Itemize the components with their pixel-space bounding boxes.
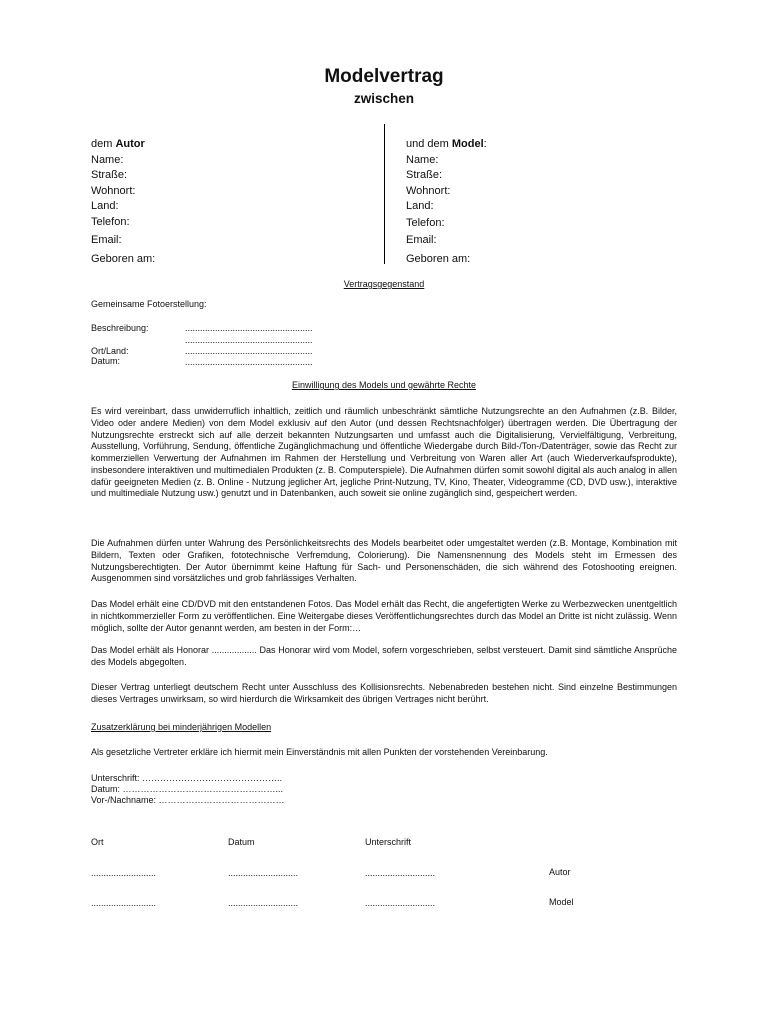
minor-consent-text: Als gesetzliche Vertreter erkläre ich hiermit mein Einverständnis mit allen Punkten der vorstehenden Vereinbarung. [91, 747, 548, 757]
paragraph-fee: Das Model erhält als Honorar .................. Das Honorar wird vom Model, sofern vorgeschrieben, selbst versteuert. Damit sind sämtliche Ansprüche des Models abgegolten. [91, 645, 677, 667]
minor-signature-line: Unterschrift: ……………………………………….. [91, 773, 283, 783]
description-label: Beschreibung: [91, 323, 149, 333]
document-title: Modelvertrag [324, 66, 444, 87]
model-email-label: Email: [406, 234, 437, 246]
author-phone-label: Telefon: [91, 215, 130, 228]
sig-header-date: Datum [228, 837, 255, 847]
sig-author-date-dots: ............................ [228, 868, 299, 878]
author-heading: dem Autor [91, 138, 145, 150]
model-phone-label: Telefon: [406, 216, 445, 229]
author-country-label: Land: [91, 200, 119, 212]
sig-model-role: Model [549, 897, 574, 907]
author-city-label: Wohnort: [91, 184, 136, 197]
sig-header-place: Ort [91, 837, 104, 847]
date-label: Datum: [91, 356, 121, 366]
place-label: Ort/Land: [91, 346, 129, 356]
description-dots-2: ................................................... [185, 335, 313, 345]
sig-author-role: Autor [549, 867, 571, 877]
model-city-label: Wohnort: [406, 184, 451, 197]
sig-author-signature-dots: ............................ [365, 868, 436, 878]
shoot-label: Gemeinsame Fotoerstellung: [91, 299, 207, 309]
paragraph-cd: Das Model erhält eine CD/DVD mit den entstandenen Fotos. Das Model erhält das Recht, die angefertigten Werke zu Werbezwecken unentgeltlich in nichtkommerzieller Form zu veröffentlichen. Eine Weitergabe dieses Veröffentlichungsrechtes durch das Model an Dritte ist nicht zulässig. Wenn möglich, sollte der Autor genannt werden, am besten in der Form:… [91, 599, 677, 633]
sig-model-date-dots: ............................ [228, 898, 299, 908]
sig-header-signature: Unterschrift [365, 837, 412, 847]
paragraph-law: Dieser Vertrag unterliegt deutschem Recht unter Ausschluss des Kollisionsrechts. Nebenabreden bestehen nicht. Sind einzelne Bestimmungen dieses Vertrages unwirksam, so wird hierdurch die Wirksamkeit des übrigen Vertrages nicht berührt. [91, 682, 677, 704]
author-email-label: Email: [91, 234, 122, 246]
model-name-label: Name: [406, 153, 439, 166]
minor-date-line: Datum: ……………………………………………... [91, 784, 284, 794]
place-dots: ................................................... [185, 346, 313, 356]
date-dots: ................................................... [185, 357, 313, 367]
author-party-block [91, 137, 155, 267]
paragraph-editing: Die Aufnahmen dürfen unter Wahrung des Persönlichkeitsrechts des Models bearbeitet oder umgestaltet werden (z.B. Montage, Kombination mit Bildern, Texten oder Grafiken, fototechnische Verfremdung, Colorierung). Die Namensnennung des Models steht im Ermessen des Nutzungsberechtigten. Der Autor übernimmt keine Haftung für Sach- und Personenschäden, die sich während des Fotoshooting ereignen. Ausgenommen sind vorsätzliches und grob fahrlässiges Verhalten. [91, 538, 677, 584]
minor-name-line: Vor-/Nachname: …………………………………… [91, 795, 285, 805]
model-street-label: Straße: [406, 169, 443, 181]
party-divider [384, 124, 385, 264]
document-subtitle: zwischen [353, 91, 415, 106]
section-heading-minor: Zusatzerklärung bei minderjährigen Modellen [91, 722, 272, 732]
sig-model-signature-dots: ............................ [365, 898, 436, 908]
author-street-label: Straße: [91, 169, 128, 181]
section-heading-consent: Einwilligung des Models und gewährte Rechte [291, 380, 477, 390]
author-birthdate-label: Geboren am: [91, 252, 156, 265]
model-heading: und dem Model: [406, 138, 487, 150]
model-birthdate-label: Geboren am: [406, 252, 471, 265]
paragraph-rights: Es wird vereinbart, dass unwiderruflich inhaltlich, zeitlich und räumlich unbeschränkt sämtliche Nutzungsrechte an den Aufnahmen (z.B. Bilder, Video oder andere Medien) von dem Model exklusiv auf den Autor (und dessen Rechtsnachfolger) übertragen werden. Die Übertragung der Nutzungsrechte erstreckt sich auf alle derzeit bekannten Nutzungsarten und umfasst auch die Digitalisierung, Vervielfältigung, Verbreitung, Ausstellung, Vorführung, Sendung, öffentliche Zugänglichmachung und öffentliche Wiedergabe durch Bild-/Ton-/Datenträger, sowie das Recht zur kommerziellen Verwertung der Aufnahmen im Rahmen der Herstellung und Verbreitung von Waren aller Art (auch Wiederverkaufsprodukte), insbesondere interaktiven und multimedialen Produkten (z. B. Computerspiele). Die Aufnahmen dürfen somit sowohl digital als auch analog in allen dafür geeigneten Medien (z. B. Online - Nutzung jeglicher Art, jegliche Print-Nutzung, TV, Kino, Theater, Videogramme (CD, DVD usw.), interaktive und multimediale Nutzung usw.) genutzt und in Datenbanken, auch soweit sie online zugänglich sind, gespeichert werden. [91, 406, 677, 499]
sig-author-place-dots: .......................... [91, 868, 157, 878]
sig-model-place-dots: .......................... [91, 898, 157, 908]
model-party-block [406, 137, 487, 267]
author-name-label: Name: [91, 153, 124, 166]
description-dots-1: ................................................... [185, 323, 313, 333]
section-heading-subject: Vertragsgegenstand [343, 279, 425, 289]
model-country-label: Land: [406, 200, 434, 212]
